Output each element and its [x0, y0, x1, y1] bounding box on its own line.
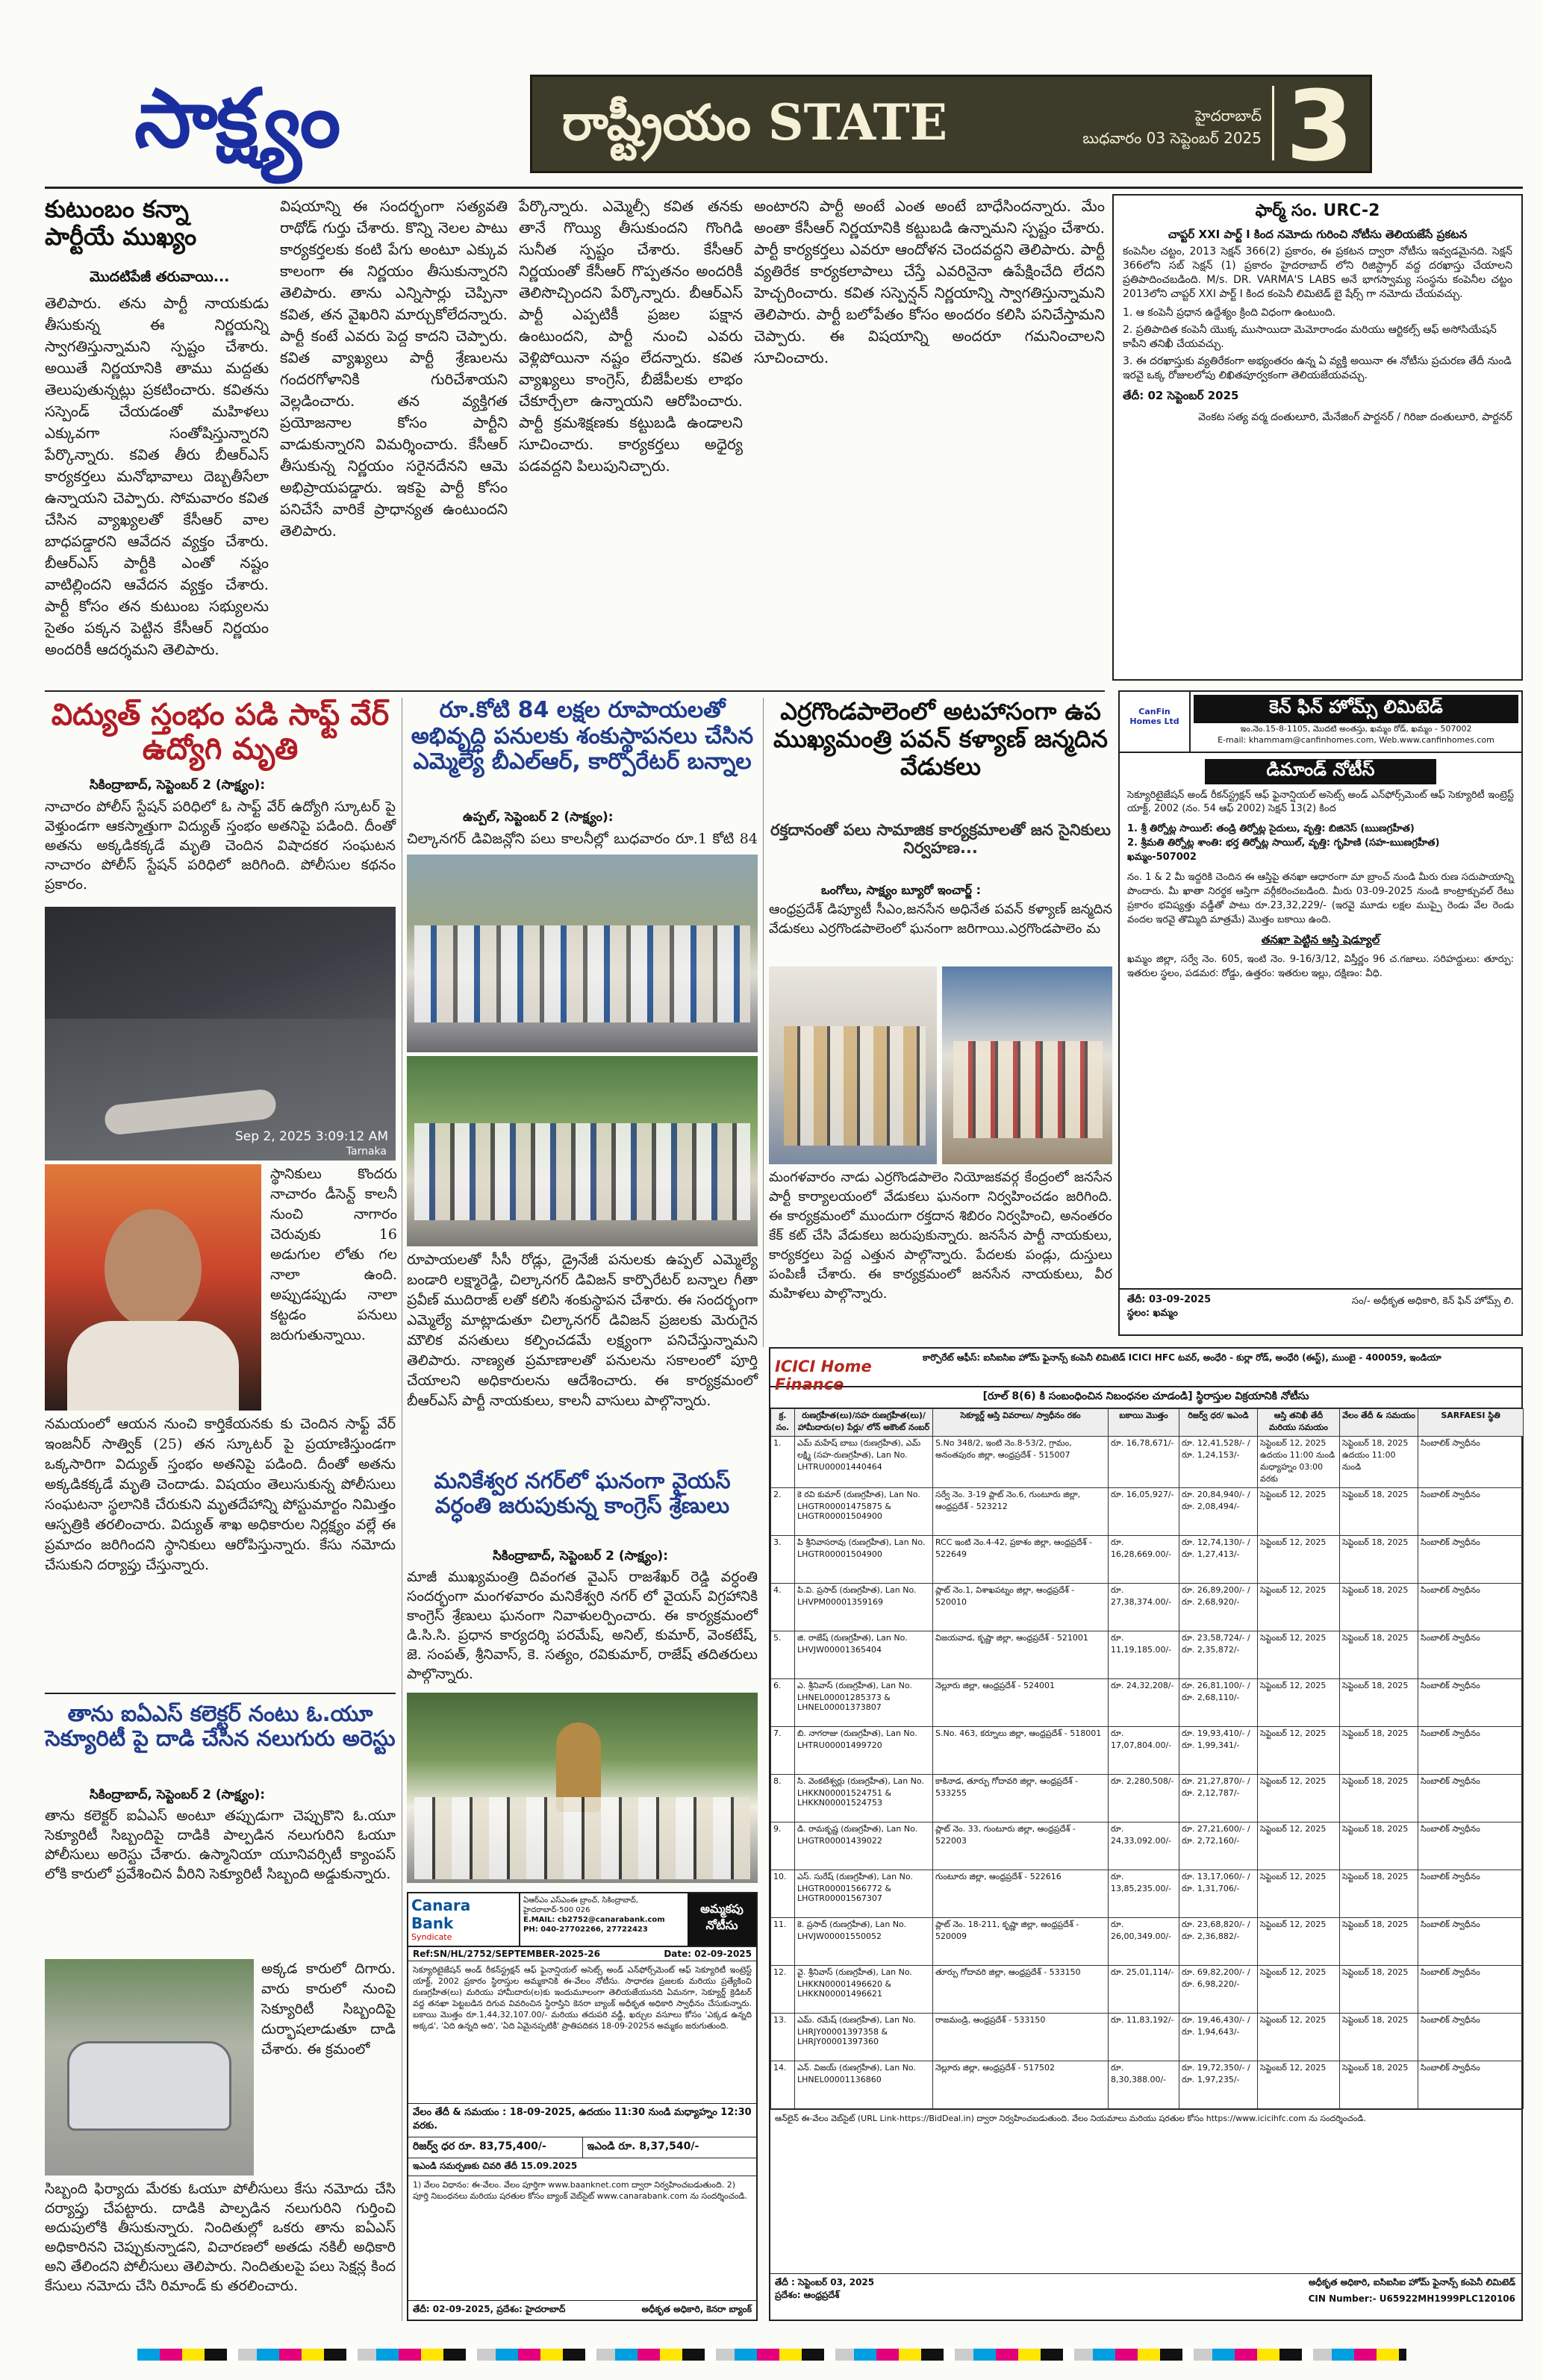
ias-headline: తాను ఐఏఎస్ కలెక్టర్ నంటు ఓ.యూ సెక్యూరిటీ పై దాడి చేసిన నలుగురు అరెస్టు [45, 1701, 396, 1752]
table-row [771, 1918, 1524, 1966]
canara-email: E.MAIL: cb2752@canarabank.com [523, 1916, 665, 1924]
canfin-footer [1120, 1288, 1521, 1334]
row-rule-1 [45, 690, 1105, 692]
table-cell-due: రూ. 11,19,185.00/- [1109, 1631, 1179, 1679]
party-headline: కుటుంబం కన్నా పార్టీయే ముఖ్యం [45, 195, 197, 251]
urc-signatories: వెంకట సత్య వర్మ దంతులూరి, మేనేజింగ్ పార్టనర్ / గిరిజా దంతులూరి, పార్టనర్ [1198, 411, 1512, 423]
table-cell-due: రూ. 13,85,235.00/- [1109, 1870, 1179, 1918]
table-cell-property: తూర్పు గోదావరి జిల్లా, ఆంధ్రప్రదేశ్ - 533150 [933, 1966, 1109, 2014]
table-cell-status: సింబాలిక్ స్వాధీనం [1418, 1823, 1524, 1870]
table-cell-reserve: రూ. 12,41,528/- / రూ. 1,24,153/- [1179, 1437, 1258, 1488]
canara-footer: 1) వేలం విధానం: ఈ-వేలం. వేలం పూర్తిగా www.baanknet.com ద్వారా నిర్వహించబడుతుంది. 2) పూర్తి నిబంధనలు మరియు షరతుల కోసం బ్యాంక్ వెబ్‌సైట్ www.canarabank.com ను సందర్శించండి. [413, 2180, 748, 2201]
photo-timestamp: Sep 2, 2025 3:09:12 AM [235, 1129, 388, 1144]
icici-table-header [771, 1409, 1524, 1437]
party-col4: అంటారని పార్టీ అంటే ఎంత అంటే బాధేసిందన్నారు. మేం అంతా కేసీఆర్ నిర్ణయానికి కట్టుబడి ఉన్నామని స్పష్టం చేశారు. పార్టీ కార్యకర్తలు ఎవరూ ఆందోళన చెందవద్దని తెలిపారు. పార్టీ వ్యతిరేక కార్యకలాపాలు చేస్తే ఎవరినైనా ఉపేక్షించేది లేదని హెచ్చరించారు. కవిత సస్పెన్షన్ నిర్ణయాన్ని స్వాగతిస్తున్నామని తెలిపారు. పార్టీ బలోపేతం కోసం అందరం కలిసి పనిచేస్తామని చెప్పారు. ఈ విషయాన్ని అందరూ గమనించాలని సూచించారు. [754, 197, 1105, 366]
table-cell-property: నెల్లూరు జిల్లా, ఆంధ్రప్రదేశ్ - 524001 [933, 1679, 1109, 1727]
canara-body: సెక్యూరిటైజేషన్ అండ్ రీకన్‌స్ట్రక్షన్ ఆఫ్ ఫైనాన్షియల్ అసెట్స్ అండ్ ఎన్‌ఫోర్స్‌మెంట్ ఆఫ్ సెక్యూరిటీ ఇంట్రెస్ట్ యాక్ట్, 2002 ప్రకారం స్థిరాస్తుల అమ్మకానికి ఈ-వేలం నోటీసు. సాధారణ ప్రజలకు మరియు ప్రత్యేకించి రుణగ్రహీత(లు) మరియు హామీదారు(ల)కు ఇందుమూలంగా తెలియజేయునది ఏమనగా, సెక్యూర్డ్ క్రెడిటర్ వద్ద తనఖా పెట్టబడిన దిగువ వివరించిన స్థిరాస్తిని కెనరా బ్యాంక్ అధీకృత అధికారి స్వాధీనం చేసుకున్నారు. బకాయి మొత్తం రూ.1,44,32,107.00/- మరియు తదుపరి వడ్డీ, ఖర్చుల వసూలు కోసం 'ఎక్కడ ఉన్నది అక్కడ', 'ఏది ఉన్నది అది', 'ఏది ఏమైనప్పటికీ' ప్రాతిపదికన 18-09-2025న అమ్మకం జరుగుతుంది. [413, 1965, 752, 2031]
column-rule [763, 698, 764, 1347]
table-cell-no: 10. [771, 1870, 795, 1918]
table-row [771, 1584, 1524, 1631]
logo-text: సాక్ష్యం [134, 72, 340, 166]
table-cell-borrower: డి. రామకృష్ణ (రుణగ్రహీత), Lan No. LHGTR00001439022 [795, 1823, 933, 1870]
pawan-body: మంగళవారం నాడు ఎర్రగొండపాలెం నియోజకవర్గ కేంద్రంలో జనసేన పార్టీ కార్యాలయంలో వేడుకలు ఘనంగా నిర్వహించడం జరిగింది. ఈ కార్యక్రమంలో ముందుగా రక్తదాన శిబిరం నిర్వహించి, అనంతరం కేక్ కట్ చేసి వేడుకలు జరుపుకున్నారు. జనసేన పార్టీ నాయకులు, కార్యకర్తలు పెద్ద ఎత్తున పాల్గొన్నారు. పేదలకు పండ్లు, దుస్తులు పంపిణీ చేశారు. ఈ కార్యక్రమంలో జనసేన నాయకులు, వీర మహిళలు పాల్గొన్నారు. [769, 1169, 1112, 1302]
table-cell-property: నెల్లూరు జిల్లా, ఆంధ్రప్రదేశ్ - 517502 [933, 2061, 1109, 2109]
table-cell-property: రాజమండ్రి, ఆంధ్రప్రదేశ్ - 533150 [933, 2014, 1109, 2061]
table-cell-inspect: సెప్టెంబర్ 12, 2025 [1258, 1966, 1340, 2014]
table-row [771, 2014, 1524, 2061]
icici-date: తేదీ : సెప్టెంబర్ 03, 2025 [775, 2277, 875, 2287]
table-cell-property: ప్లాట్ నెం. 33, గుంటూరు జిల్లా, ఆంధ్రప్రదేశ్ - 522003 [933, 1823, 1109, 1870]
table-cell-inspect: సెప్టెంబర్ 12, 2025 [1258, 1727, 1340, 1775]
col-header: రిజర్వ్ ధర/ ఇఎండి [1179, 1409, 1258, 1437]
canara-bank-name: Canara Bank [411, 1896, 471, 1932]
table-row [771, 1727, 1524, 1775]
canara-ref-date: Date: 02-09-2025 [664, 1949, 752, 1959]
table-cell-no: 11. [771, 1918, 795, 1966]
col-header: SARFAESI స్థితి [1418, 1409, 1524, 1437]
table-cell-property: ప్లాట్ నెం.1, విశాఖపట్నం జిల్లా, ఆంధ్రప్రదేశ్ - 520010 [933, 1584, 1109, 1631]
icici-notice [769, 1347, 1523, 2321]
table-cell-borrower: ఎస్. సురేష్ (రుణగ్రహీత), Lan No. LHGTR00001566772 & LHGTR00001567307 [795, 1870, 933, 1918]
techie-photo-accident [45, 907, 396, 1161]
people-shape-2 [953, 1041, 1103, 1138]
col-header: ఆస్తి తనిఖీ తేదీ మరియు సమయం [1258, 1409, 1340, 1437]
canfin-borrowers: 1. శ్రీ తిర్నోట్ల సాయిల్: తండ్రి తిర్నోట్ల సైదులు, వృత్తి: బిజినెస్ (ఋణగ్రహీత) 2. శ్రీమతి తిర్నోట్ల శాంతి: భర్త తిర్నోట్ల సాయిల్, వృత్తి: గృహిణి (సహ-ఋణగ్రహీత) ఖమ్మం-507002 [1127, 823, 1440, 863]
table-cell-status: సింబాలిక్ స్వాధీనం [1418, 1536, 1524, 1584]
col-header: రుణగ్రహీత(లు)/సహ రుణగ్రహీత(లు)/ హామీదారు(ల) పేర్లు/ లోన్ అకౌంట్ నంబర్ [795, 1409, 933, 1437]
table-cell-property: సర్వే నెం. 3-19 ప్లాట్ నెం.6, గుంటూరు జిల్లా, ఆంధ్రప్రదేశ్ - 523212 [933, 1488, 1109, 1536]
canara-reserve: రిజర్వ్ ధర రూ. 83,75,400/- [408, 2137, 583, 2158]
canfin-date: తేదీ: 03-09-2025 [1127, 1294, 1212, 1305]
table-cell-borrower: జి. రాజేష్ (రుణగ్రహీత), Lan No. LHVJW00001365404 [795, 1631, 933, 1679]
table-cell-due: రూ. 2,280,508/- [1109, 1775, 1179, 1823]
table-cell-status: సింబాలిక్ స్వాధీనం [1418, 1918, 1524, 1966]
urc-body: కంపెనీల చట్టం, 2013 సెక్షన్ 366(2) ప్రకారం, ఈ ప్రకటన ద్వారా నోటీసు ఇవ్వడమైనది. సెక్షన్ 366లోని సబ్ సెక్షన్ (1) ప్రకారం హైదరాబాద్ లోని రిజిస్ట్రార్ వద్ద దరఖాస్తు చేయాలని ప్రతిపాదించబడింది. M/s. DR. VARMA'S LABS అనే భాగస్వామ్య సంస్థను కంపెనీల చట్టం 2013లోని చాప్టర్ XXI పార్ట్ I కింద కంపెనీ లిమిటెడ్ బై షేర్స్ గా నమోదు చేయవచ్చు. [1123, 246, 1512, 300]
canara-date: తేదీ: 02-09-2025, ప్రదేశం: హైదరాబాద్ [413, 2304, 566, 2314]
portrait-face [105, 1209, 202, 1328]
table-cell-status: సింబాలిక్ స్వాధీనం [1418, 1727, 1524, 1775]
table-cell-borrower: వై. శ్రీనివాస్ (రుణగ్రహీత), Lan No. LHKKN00001496620 & LHKKN00001496621 [795, 1966, 933, 2014]
works-headline: రూ.కోటి 84 లక్షల రూపాయలతో అభివృద్ధి పనులకు శంకుస్థాపనలు చేసిన ఎమ్మెల్యే బీఎల్ఆర్, కార్పొరేటర్ బన్నాల [411, 697, 754, 775]
table-cell-status: సింబాలిక్ స్వాధీనం [1418, 2014, 1524, 2061]
table-cell-status: సింబాలిక్ స్వాధీనం [1418, 1775, 1524, 1823]
table-cell-status: సింబాలిక్ స్వాధీనం [1418, 1437, 1524, 1488]
canfin-intro: సెక్యూరిటైజేషన్ అండ్ రీకన్‌స్ట్రక్షన్ ఆఫ్ ఫైనాన్షియల్ అసెట్స్ అండ్ ఎన్‌ఫోర్స్‌మెంట్ ఆఫ్ సెక్యూరిటీ ఇంట్రెస్ట్ యాక్ట్, 2002 (నం. 54 ఆఫ్ 2002) సెక్షన్ 13(2) కింద [1127, 790, 1514, 814]
table-cell-borrower: ఎమ్ మహేష్ బాబు (రుణగ్రహీత), ఎమ్ లక్ష్మి (సహ-రుణగ్రహీత), Lan No. LHTRU00001440464 [795, 1437, 933, 1488]
table-cell-reserve: రూ. 13,17,060/- / రూ. 1,31,706/- [1179, 1870, 1258, 1918]
table-cell-auction: సెప్టెంబర్ 18, 2025 [1340, 1679, 1418, 1727]
pawan-photo-2 [942, 966, 1112, 1164]
urc-notice [1112, 194, 1523, 681]
canara-phone: PH: 040-27702266, 27722423 [523, 1925, 648, 1934]
pawan-photo-1 [769, 966, 937, 1164]
table-cell-auction: సెప్టెంబర్ 18, 2025 [1340, 2061, 1418, 2109]
table-cell-no: 5. [771, 1631, 795, 1679]
techie-intro: నాచారం పోలీస్ స్టేషన్ పరిధిలో ఓ సాఫ్ట్ వేర్ ఉద్యోగి స్కూటర్ పై వెళ్తుండగా ఆకస్మాత్తుగా విద్యుత్ స్తంభం అతనిపై పడింది. దీంతో అతను అక్కడికక్కడే మృతి చెందిన విషాదకర సంఘటన నాచారం పోలీస్ స్టేషన్ పరిధిలో జరిగింది. పోలీసుల కథనం ప్రకారం. [45, 799, 396, 893]
techie-side: స్థానికులు కొందరు నాచారం డీసెన్ట్ కాలనీ నుంచి నాగారం చెరువుకు 16 అడుగుల లోతు గల నాలా ఉంది. అప్పుడప్పుడు నాలా కట్టడం పనులు జరుగుతున్నాయి. [270, 1166, 397, 1343]
pawan-headline: ఎర్రగొండపాలెంలో అటహాసంగా ఉప ముఖ్యమంత్రి పవన్ కళ్యాణ్ జన్మదిన వేడుకలు [773, 697, 1109, 781]
table-cell-status: సింబాలిక్ స్వాధీనం [1418, 1631, 1524, 1679]
table-cell-property: S.No 348/2, ఇంటి నెం.8-53/2, గ్రామం, అనంతపురం జిల్లా, ఆంధ్రప్రదేశ్ - 515007 [933, 1437, 1109, 1488]
table-cell-due: రూ. 16,05,927/- [1109, 1488, 1179, 1536]
icici-footer: ఆన్‌లైన్ ఈ-వేలం వెబ్‌సైట్ (URL Link-https://BidDeal.in) ద్వారా నిర్వహించబడుతుంది. వేలం నియమాలు మరియు షరతుల కోసం https://www.icicihfc.com ను సందర్శించండి. [770, 2109, 1521, 2127]
masthead-divider [1272, 86, 1274, 160]
urc-item-1: 1. ఆ కంపెనీ ప్రధాన ఉద్దేశ్యం క్రింది విధంగా ఉంటుంది. [1123, 307, 1336, 319]
table-cell-auction: సెప్టెంబర్ 18, 2025 [1340, 1870, 1418, 1918]
table-cell-reserve: రూ. 27,21,600/- / రూ. 2,72,160/- [1179, 1823, 1258, 1870]
icici-place: ప్రదేశం: ఆంధ్రప్రదేశ్ [775, 2290, 840, 2300]
table-cell-due: రూ. 16,28,669.00/- [1109, 1536, 1179, 1584]
canara-emd-date: ఇఎండి సమర్పణకు చివరి తేదీ 15.09.2025 [408, 2158, 756, 2176]
table-cell-auction: సెప్టెంబర్ 18, 2025 ఉదయం 11:00 నుండి [1340, 1437, 1418, 1488]
urc-item-3: 3. ఈ దరఖాస్తుకు వ్యతిరేకంగా అభ్యంతరం ఉన్న ఏ వ్యక్తి అయినా ఈ నోటీసు ప్రచురణ తేదీ నుండి ఇరవై ఒక్క రోజులలోపు లిఖితపూర్వకంగా తెలియజేయవచ్చు. [1123, 355, 1512, 381]
table-cell-inspect: సెప్టెంబర్ 12, 2025 [1258, 2061, 1340, 2109]
icici-officer: అధీకృత అధికారి, ఐసిఐసిఐ హోమ్ ఫైనాన్స్ కంపెనీ లిమిటెడ్ [1308, 2277, 1515, 2287]
table-cell-reserve: రూ. 23,68,820/- / రూ. 2,36,882/- [1179, 1918, 1258, 1966]
urc-item-2: 2. ప్రతిపాదిత కంపెనీ యొక్క ముసాయిదా మెమోరాండం మరియు ఆర్టికల్స్ ఆఫ్ అసోసియేషన్ కాపీని తనిఖీ చేయవచ్చు. [1123, 324, 1497, 350]
table-row [771, 1488, 1524, 1536]
table-cell-no: 14. [771, 2061, 795, 2109]
table-cell-inspect: సెప్టెంబర్ 12, 2025 [1258, 1775, 1340, 1823]
table-cell-inspect: సెప్టెంబర్ 12, 2025 [1258, 1918, 1340, 1966]
table-cell-property: S.No. 463, కర్నూలు జిల్లా, ఆంధ్రప్రదేశ్ - 518001 [933, 1727, 1109, 1775]
works-photo-2 [407, 1056, 758, 1246]
masthead-rule [45, 187, 1523, 189]
pawan-intro: ఆంధ్రప్రదేశ్ డిప్యూటీ సీఎం,జనసేన అధినేత పవన్ కళ్యాణ్ జన్మదిన వేడుకలు ఎర్రగొండపాలెంలో ఘనంగా జరిగాయి.ఎర్రగొండపాలెం మ [769, 902, 1112, 937]
table-cell-inspect: సెప్టెంబర్ 12, 2025 [1258, 1823, 1340, 1870]
icici-header [770, 1349, 1521, 1393]
canfin-name: కెన్ ఫిన్ హోమ్స్ లిమిటెడ్ [1194, 695, 1518, 723]
table-cell-no: 6. [771, 1679, 795, 1727]
table-cell-borrower: బి. నాగరాజు (రుణగ్రహీత), Lan No. LHTRU00001499720 [795, 1727, 933, 1775]
canara-emd: ఇఎండి రూ. 8,37,540/- [587, 2140, 699, 2152]
party-lead: మొదటిపేజీ తరువాయి... [90, 269, 230, 285]
table-row [771, 2061, 1524, 2109]
masthead-city: హైదరాబాద్ [1194, 107, 1262, 125]
table-cell-inspect: సెప్టెంబర్ 12, 2025 [1258, 2014, 1340, 2061]
table-cell-borrower: సి. వెంకటేశ్వర్లు (రుణగ్రహీత), Lan No. LHKKN00001524751 & LHKKN00001524753 [795, 1775, 933, 1823]
table-cell-property: కాకినాడ, తూర్పు గోదావరి జిల్లా, ఆంధ్రప్రదేశ్ - 533255 [933, 1775, 1109, 1823]
canfin-title: డిమాండ్ నోటీస్ [1205, 759, 1437, 784]
table-cell-due: రూ. 26,00,349.00/- [1109, 1918, 1179, 1966]
table-cell-due: రూ. 8,30,388.00/- [1109, 2061, 1179, 2109]
works-intro: చిల్కానగర్ డివిజన్లోని పలు కాలనీల్లో బుధవారం రూ.1 కోటి 84 [407, 831, 758, 847]
table-cell-no: 8. [771, 1775, 795, 1823]
table-cell-auction: సెప్టెంబర్ 18, 2025 [1340, 1823, 1418, 1870]
car-shape [67, 2041, 231, 2131]
ias-side: అక్కడ కారులో దిగారు. వారు కారులో నుంచి సెక్యూరిటీ సిబ్బందిపై దుర్భాషలాడుతూ దాడి చేశారు. ఈ క్రమంలో [261, 1961, 396, 2058]
table-cell-no: 12. [771, 1966, 795, 2014]
table-row [771, 1823, 1524, 1870]
table-cell-auction: సెప్టెంబర్ 18, 2025 [1340, 1536, 1418, 1584]
table-cell-property: RCC ఇంటి నెం.4-42, ప్రకాశం జిల్లా, ఆంధ్రప్రదేశ్ - 522649 [933, 1536, 1109, 1584]
crowd-shape-2 [414, 1123, 750, 1220]
table-cell-property: ప్లాట్ నెం. 18-211, కృష్ణా జిల్లా, ఆంధ్రప్రదేశ్ - 520009 [933, 1918, 1109, 1966]
table-cell-auction: సెప్టెంబర్ 18, 2025 [1340, 1775, 1418, 1823]
pawan-dateline: ఒంగోలు, సాక్ష్యం బ్యూరో ఇంచార్జ్ : [821, 883, 982, 897]
table-cell-inspect: సెప్టెంబర్ 12, 2025 [1258, 1631, 1340, 1679]
table-cell-no: 4. [771, 1584, 795, 1631]
table-cell-reserve: రూ. 19,72,350/- / రూ. 1,97,235/- [1179, 2061, 1258, 2109]
table-cell-auction: సెప్టెంబర్ 18, 2025 [1340, 1631, 1418, 1679]
table-cell-no: 1. [771, 1437, 795, 1488]
party-col3: పేర్కొన్నారు. ఎమ్మెల్సీ కవిత తనకు తానే గొయ్యి తీసుకుందని గొంగిడి సునీత స్పష్టం చేశారు. కేసీఆర్ నిర్ణయంతో కేసీఆర్ గొప్పతనం అందరికీ తెలిసొచ్చిందని పేర్కొన్నారు. బీఆర్ఎస్ పార్టీ ఎప్పటికీ ప్రజల పక్షాన ఉంటుందని, పార్టీ నుంచి ఎవరు వెళ్లిపోయినా నష్టం లేదన్నారు. కవిత వ్యాఖ్యలు కాంగ్రెస్, బీజేపీలకు లాభం చేకూర్చేలా ఉన్నాయని ఆరోపించారు. పార్టీ క్రమశిక్షణకు కట్టుబడి ఉండాలని సూచించారు. కార్యకర్తలు అధైర్య పడవద్దని పిలుపునిచ్చారు. [519, 197, 743, 475]
congress-dateline: సికింద్రాబాద్, సెప్టెంబర్ 2 (సాక్ష్యం): [493, 1549, 669, 1564]
table-row [771, 1966, 1524, 2014]
icici-brand: ICICI Home Finance [775, 1358, 872, 1393]
table-cell-due: రూ. 11,83,192/- [1109, 2014, 1179, 2061]
canfin-header [1120, 692, 1521, 753]
canfin-schedule: ఖమ్మం జిల్లా, సర్వే నెం. 605, ఇంటి నెం. 9-16/3/12, విస్తీర్ణం 96 చ.గజాలు. సరిహద్దులు: తూర్పు: ఇతరుల స్థలం, పడమర: రోడ్డు, ఉత్తరం: ఇతరుల ఇల్లు, దక్షిణం: వీధి. [1127, 954, 1514, 979]
canara-auction: వేలం తేదీ & సమయం : 18-09-2025, ఉదయం 11:30 నుండి మధ్యాహ్నం 12:30 వరకు. [408, 2103, 756, 2137]
table-cell-no: 7. [771, 1727, 795, 1775]
table-cell-auction: సెప్టెంబర్ 18, 2025 [1340, 1966, 1418, 2014]
table-row [771, 1775, 1524, 1823]
table-cell-due: రూ. 24,32,208/- [1109, 1679, 1179, 1727]
table-cell-property: విజయవాడ, కృష్ణా జిల్లా, ఆంధ్రప్రదేశ్ - 521001 [933, 1631, 1109, 1679]
table-cell-status: సింబాలిక్ స్వాధీనం [1418, 1488, 1524, 1536]
table-cell-reserve: రూ. 23,58,724/- / రూ. 2,35,872/- [1179, 1631, 1258, 1679]
page-number: 3 [1285, 69, 1353, 183]
table-cell-status: సింబాలిక్ స్వాధీనం [1418, 1966, 1524, 2014]
techie-body: నమయంలో ఆయన నుంచి కార్తికేయనకు కు చెందిన సాఫ్ట్ వేర్ ఇంజనీర్ సాత్విక్ (25) తన స్కూటర్ పై ప్రయాణిస్తుండగా ఒక్కసారిగా విద్యుత్ స్తంభం అతనిపై పడింది. దీంతో అతను అక్కడికక్కడే మృతి చెందాడు. విషయం తెలుసుకున్న పోలీసులు సంఘటనా స్థలానికి చేరుకుని మృతదేహాన్ని పోస్టుమార్టం నిమిత్తం ఆస్పత్రికి తరలించారు. విద్యుత్ శాఖ అధికారుల నిర్లక్ష్యం వల్లే ఈ ప్రమాదం జరిగిందని స్థానికులు ఆరోపిస్తున్నారు. కేసు నమోదు చేసుకుని దర్యాప్తు చేస్తున్నారు. [45, 1416, 396, 1573]
canara-tagline: Syndicate [411, 1932, 452, 1942]
table-cell-no: 9. [771, 1823, 795, 1870]
table-row [771, 1679, 1524, 1727]
icici-table [770, 1408, 1524, 2109]
techie-headline: విద్యుత్ స్తంభం పడి సాఫ్ట్ వేర్ ఉద్యోగి మృతి [51, 698, 390, 766]
works-body: రూపాయలతో సీసీ రోడ్లు, డ్రైనేజీ పనులకు ఉప్పల్ ఎమ్మెల్యే బండారి లక్ష్మారెడ్డి, చిల్కానగర్ డివిజన్ కార్పొరేటర్ బన్నాల గీతా ప్రవీణ్ ముదిరాజ్ లతో కలిసి శంకుస్థాపన చేశారు. ఈ సందర్భంగా ఎమ్మెల్యే మాట్లాడుతూ చిల్కానగర్ డివిజన్ ప్రజలకు మెరుగైన మౌలిక వసతులు కల్పించడమే లక్ష్యంగా పనిచేస్తున్నామని తెలిపారు. నాణ్యత ప్రమాణాలతో పనులను సకాలంలో పూర్తి చేయాలని అధికారులను ఆదేశించారు. ఈ కార్యక్రమంలో బీఆర్ఎస్ పార్టీ నాయకులు, కాలనీ వాసులు పాల్గొన్నారు. [407, 1252, 758, 1409]
table-row [771, 1870, 1524, 1918]
congress-crowd [414, 1797, 750, 1879]
color-registration-bar [0, 2343, 1543, 2366]
table-cell-borrower: పి.వి. ప్రసాద్ (రుణగ్రహీత), Lan No. LHVPM00001359169 [795, 1584, 933, 1631]
table-cell-inspect: సెప్టెంబర్ 12, 2025 [1258, 1870, 1340, 1918]
canara-notice [407, 1892, 758, 2321]
table-cell-due: రూ. 24,33,092.00/- [1109, 1823, 1179, 1870]
table-cell-due: రూ. 25,01,114/- [1109, 1966, 1179, 2014]
party-col1: తెలిపారు. తను పార్టీ నాయకుడు తీసుకున్న ఈ నిర్ణయన్ని స్వాగతిస్తున్నామని స్పష్టం చేశారు. అయితే నిర్ణయానికి తాము మద్దతు తెలుపుతున్నట్లు ప్రకటించారు. కవితను సస్పెండ్ చేయడంతో మహిళలు ఎక్కువగా సంతోషిస్తున్నారని పేర్కొన్నారు. కవిత తీరు బీఆర్ఎస్ కార్యకర్తలు మనోభావాలు దెబ్బతీసేలా ఉన్నాయని చెప్పారు. సోమవారం కవిత చేసిన వ్యాఖ్యలతో కేసీఆర్ వాల బాధపడ్డారని ఆవేదన వ్యక్తం చేశారు. బీఆర్ఎస్ పార్టీకి ఎంతో నష్టం వాటిల్లిందని ఆవేదన వ్యక్తం చేశారు. పార్టీ కోసం తన కుటుంబ సభ్యులను సైతం పక్కన పెట్టిన కేసీఆర్ నిర్ణయం అందరికీ ఆదర్శమని తెలిపారు. [45, 294, 269, 658]
icici-signature [770, 2273, 1521, 2320]
table-cell-reserve: రూ. 21,27,870/- / రూ. 2,12,787/- [1179, 1775, 1258, 1823]
table-cell-no: 13. [771, 2014, 795, 2061]
works-dateline: ఉప్పల్, సెప్టెంబర్ 2 (సాక్ష్యం): [463, 810, 614, 825]
canfin-logo: CanFin Homes Ltd [1120, 692, 1191, 752]
portrait-body [67, 1321, 239, 1411]
table-cell-borrower: కె. ప్రసాద్ (రుణగ్రహీత), Lan No. LHVJW00001550052 [795, 1918, 933, 1966]
urc-subtitle: చాప్టర్ XXI పార్ట్ I కింద నమోదు గురించి నోటీసు తెలియజేసే ప్రకటన [1168, 228, 1468, 241]
table-cell-no: 2. [771, 1488, 795, 1536]
table-cell-reserve: రూ. 12,74,130/- / రూ. 1,27,413/- [1179, 1536, 1258, 1584]
col-header: క్ర. సం. [771, 1409, 795, 1437]
table-cell-reserve: రూ. 19,46,430/- / రూ. 1,94,643/- [1179, 2014, 1258, 2061]
icici-cin: CIN Number:- U65922MH1999PLC120106 [1308, 2293, 1515, 2304]
table-cell-reserve: రూ. 69,82,200/- / రూ. 6,98,220/- [1179, 1966, 1258, 2014]
table-cell-auction: సెప్టెంబర్ 18, 2025 [1340, 1584, 1418, 1631]
ias-dateline: సికింద్రాబాద్, సెప్టెంబర్ 2 (సాక్ష్యం): [90, 1787, 266, 1802]
party-col2: విషయాన్ని ఈ సందర్భంగా సత్యవతి రాథోడ్ గుర్తు చేశారు. కొన్ని నెలల పాటు కార్యకర్తలకు కంటి పేగు అంటూ ఎక్కువ కాలంగా ఈ నిర్ణయం తీసుకున్నారని తెలిపారు. తాను ఎన్నిసార్లు చెప్పినా కవిత, తన వైఖరిని మార్చుకోలేదన్నారు. పార్టీ కంటే ఎవరు పెద్ద కాదని చెప్పారు. కవిత వ్యాఖ్యలు పార్టీ శ్రేణులను గందరగోళానికి గురిచేశాయని వెల్లడించారు. తన వ్యక్తిగత ప్రయోజనాల కోసం పార్టీని వాడుకున్నారని విమర్శించారు. కేసీఆర్ తీసుకున్న నిర్ణయం సరైనదేనని ఆమె అభిప్రాయపడ్డారు. ఇకపై పార్టీ కోసం పనిచేసే వారికే ప్రాధాన్యత ఉంటుందని తెలిపారు. [280, 197, 508, 540]
table-cell-status: సింబాలిక్ స్వాధీనం [1418, 1679, 1524, 1727]
table-cell-due: రూ. 16,78,671/- [1109, 1437, 1179, 1488]
table-cell-borrower: ఎన్. విజయ్ (రుణగ్రహీత), Lan No. LHNEL00001136860 [795, 2061, 933, 2109]
canara-ref: Ref:SN/HL/2752/SEPTEMBER-2025-26 [413, 1949, 600, 1959]
table-row [771, 1437, 1524, 1488]
photo-brand: Tarnaka [346, 1146, 387, 1158]
crowd-shape-1 [414, 925, 750, 1022]
table-row [771, 1536, 1524, 1584]
table-cell-auction: సెప్టెంబర్ 18, 2025 [1340, 1918, 1418, 1966]
pawan-subhead: రక్తదానంతో పలు సామాజిక కార్యక్రమాలతో జన సైనికులు నిర్వహణ... [770, 821, 1111, 858]
urc-title: ఫార్మ్ సం. URC-2 [1255, 202, 1380, 220]
icici-header-text: కార్పొరేట్ ఆఫీస్: ఐసిఐసిఐ హోమ్ ఫైనాన్స్ కంపెనీ లిమిటెడ్ ICICI HFC టవర్, అంధేరి - కుర్లా రోడ్, అంధేరి (ఈస్ట్), ముంబై - 400059, ఇండియా [923, 1352, 1441, 1363]
canara-header [408, 1893, 756, 1947]
table-cell-inspect: సెప్టెంబర్ 12, 2025 ఉదయం 11:00 నుండి మధ్యాహ్నం 03:00 వరకు [1258, 1437, 1340, 1488]
table-cell-inspect: సెప్టెంబర్ 12, 2025 [1258, 1536, 1340, 1584]
canfin-body: నం. 1 & 2 మీ ఇద్దరికి చెందిన ఈ ఆస్తిపై తనఖా ఆధారంగా మా బ్రాంచ్ నుండి మీరు రుణ సదుపాయాన్ని పొందారు. మీ ఖాతా నిరర్థక ఆస్తిగా వర్గీకరించబడింది. మీరు 03-09-2025 నుండి కాంట్రాక్చువల్ రేటు ప్రకారం భవిష్యత్తు వడ్డీతో పాటు రూ.23,32,229/- (ఇరవై మూడు లక్షల ముప్పై రెండు వేల రెండు వందల ఇరవై తొమ్మిది మాత్రమే) మొత్తం బకాయి ఉంది. [1127, 872, 1514, 925]
table-cell-no: 3. [771, 1536, 795, 1584]
table-cell-reserve: రూ. 19,93,410/- / రూ. 1,99,341/- [1179, 1727, 1258, 1775]
table-row [771, 1631, 1524, 1679]
table-cell-auction: సెప్టెంబర్ 18, 2025 [1340, 1488, 1418, 1536]
ias-photo-car [45, 1959, 254, 2176]
section-band [530, 69, 1372, 183]
table-cell-borrower: కె రవి కుమార్ (రుణగ్రహీత), Lan No. LHGTR00001475875 & LHGTR00001504900 [795, 1488, 933, 1536]
table-cell-inspect: సెప్టెంబర్ 12, 2025 [1258, 1679, 1340, 1727]
col-header: బకాయి మొత్తం [1109, 1409, 1179, 1437]
canfin-officer: సం/- అధీకృత అధికారి, కెన్ ఫిన్ హోమ్స్ లి. [1351, 1296, 1514, 1307]
canara-officer: అధీకృత అధికారి, కెనరా బ్యాంక్ [641, 2304, 752, 2314]
table-cell-due: రూ. 17,07,804.00/- [1109, 1727, 1179, 1775]
table-cell-auction: సెప్టెంబర్ 18, 2025 [1340, 1727, 1418, 1775]
works-photo-1 [407, 855, 758, 1052]
icici-title: [రూల్ 8(6) కి సంబంధించిన నిబంధనల చూడండి] స్థిరాస్తుల విక్రయానికి నోటీసు [770, 1387, 1521, 1408]
techie-portrait [45, 1164, 261, 1411]
table-cell-status: సింబాలిక్ స్వాధీనం [1418, 1870, 1524, 1918]
table-cell-auction: సెప్టెంబర్ 18, 2025 [1340, 2014, 1418, 2061]
table-cell-reserve: రూ. 20,84,940/- / రూ. 2,08,494/- [1179, 1488, 1258, 1536]
canara-branch: ఏఆర్ఎం ఎస్ఎంఈ బ్రాంచ్, సికింద్రాబాద్, హైదరాబాద్-500 026 [523, 1896, 639, 1914]
ias-body: సిబ్బంది ఫిర్యాదు మేరకు ఓయూ పోలీసులు కేసు నమోదు చేసి దర్యాప్తు చేపట్టారు. దాడికి పాల్పడిన నలుగురిని గుర్తించి అదుపులోకి తీసుకున్నారు. నిందితుల్లో ఒకరు తాను ఐఏఎస్ అధికారినని చెప్పుకున్నాడని, విచారణలో అతడు నకిలీ అధికారి అని తేలిందని పోలీసులు తెలిపారు. నిందితులపై పలు సెక్షన్ల కింద కేసులు నమోదు చేసి రిమాండ్ కు తరలించారు. [45, 2181, 396, 2294]
canfin-schedule-title: తనఖా పెట్టిన ఆస్తి షెడ్యూల్ [1261, 933, 1380, 946]
congress-headline: మనికేశ్వర నగర్‌లో ఘనంగా వైయస్ వర్ధంతి జరుపుకున్న కాంగ్రెస్ శ్రేణులు [434, 1468, 731, 1519]
urc-date: తేదీ: 02 సెప్టెంబర్ 2025 [1123, 389, 1239, 402]
table-cell-inspect: సెప్టెంబర్ 12, 2025 [1258, 1584, 1340, 1631]
section-title: రాష్ట్రీయం STATE [562, 93, 948, 152]
col-header: వేలం తేదీ & సమయం [1340, 1409, 1418, 1437]
table-cell-borrower: ఎమ్. రమేష్ (రుణగ్రహీత), Lan No. LHRJY00001397358 & LHRJY00001397360 [795, 2014, 933, 2061]
ias-intro: తాను కలెక్టర్ ఐఏఎస్ అంటూ తప్పుడుగా చెప్పుకొని ఓ.యూ సెక్యూరిటీ సిబ్బందిపై దాడికి పాల్పడిన నలుగురిని ఓయూ పోలీసులు అరెస్టు చేశారు. ఉస్మానియా యూనివర్సిటీ క్యాంపస్ లోకి కారులో ప్రవేశించిన వీరిని సెక్యూరిటీ సిబ్బంది అడ్డుకున్నారు. [45, 1808, 396, 1882]
masthead-logo [134, 71, 485, 172]
canfin-address: ఇం.నెం.15-8-1105, మొదటి అంతస్తు, ఖమ్మం రోడ్, ఖమ్మం - 507002 [1240, 724, 1472, 734]
congress-body: మాజీ ముఖ్యమంత్రి దివంగత వైఎస్ రాజశేఖర్ రెడ్డి వర్ధంతి సందర్భంగా మంగళవారం మనికేశ్వరి నగర్ లో వైయస్ విగ్రహానికి కాంగ్రెస్ శ్రేణులు ఘనంగా నివాళులర్పించారు. ఈ కార్యక్రమంలో డి.సి.సి. ప్రధాన కార్యదర్శి పరమేష్, అనిల్, కుమార్, వెంకటేష్, జె. సంపత్, శ్రీనివాస్, కె. సత్యం, రవికుమార్, రాజేష్ తదితరులు పాల్గొన్నారు. [407, 1569, 758, 1682]
masthead-date: బుధవారం 03 సెప్టెంబర్ 2025 [1082, 129, 1262, 147]
table-cell-status: సింబాలిక్ స్వాధీనం [1418, 1584, 1524, 1631]
canfin-place: స్థలం: ఖమ్మం [1127, 1308, 1178, 1319]
people-shape-1 [784, 1026, 926, 1146]
table-cell-borrower: పి శ్రీనివాసరావు (రుణగ్రహీత), Lan No. LHGTR00001504900 [795, 1536, 933, 1584]
col-header: సెక్యూర్డ్ ఆస్తి వివరాలు/ స్వాధీనం రకం [933, 1409, 1109, 1437]
techie-dateline: సికింద్రాబాద్, సెప్టెంబర్ 2 (సాక్ష్యం): [90, 778, 266, 793]
canara-title: అమ్మకపు నోటీసు [688, 1893, 756, 1946]
table-cell-reserve: రూ. 26,89,200/- / రూ. 2,68,920/- [1179, 1584, 1258, 1631]
table-cell-property: గుంటూరు జిల్లా, ఆంధ్రప్రదేశ్ - 522616 [933, 1870, 1109, 1918]
table-cell-status: సింబాలిక్ స్వాధీనం [1418, 2061, 1524, 2109]
table-cell-borrower: ఎ. శ్రీనివాస్ (రుణగ్రహీత), Lan No. LHNEL00001285373 & LHNEL00001373807 [795, 1679, 933, 1727]
table-cell-inspect: సెప్టెంబర్ 12, 2025 [1258, 1488, 1340, 1536]
congress-photo [407, 1693, 758, 1883]
canfin-notice [1118, 690, 1523, 1336]
ias-rule [45, 1693, 396, 1694]
table-cell-due: రూ. 27,38,374.00/- [1109, 1584, 1179, 1631]
table-cell-reserve: రూ. 26,81,100/- / రూ. 2,68,110/- [1179, 1679, 1258, 1727]
canfin-contact: E-mail: khammam@canfinhomes.com, Web.www.canfinhomes.com [1218, 735, 1494, 745]
